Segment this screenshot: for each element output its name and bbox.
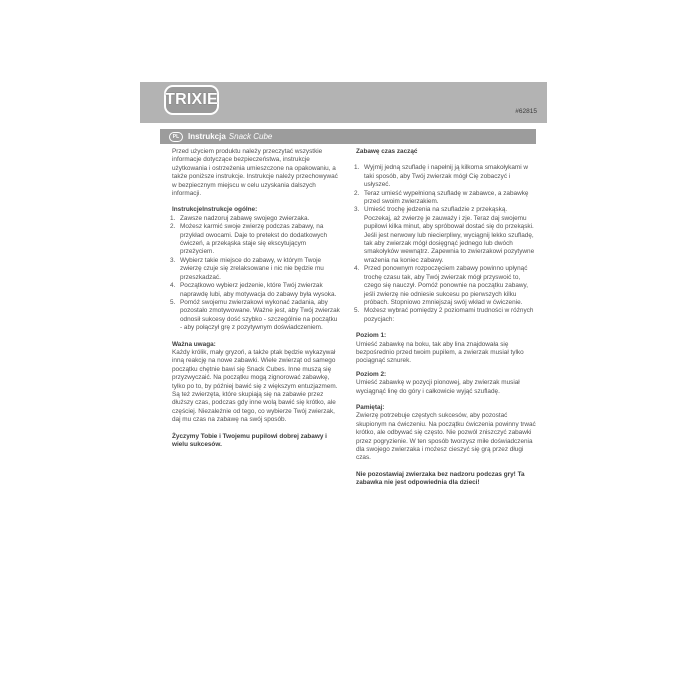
start-steps-list [356, 164, 536, 324]
left-column [172, 148, 340, 449]
important-note-heading: Ważna uwaga: [172, 340, 216, 348]
important-note-text: Każdy królik, mały gryzoń, a także ptak będzie wykazywał inną reakcję na nowe zabawki. Wiele zwierząt od samego początku chętnie bawi się Snack Cubes. Inne muszą się przyzwyczaić. Na początku mogą zignorować zabawkę, tylko po to, by później bawić się z większym entuzjazmem. Są też zwierzęta, które skupiają się na zabawie przez dłuższy czas, podczas gdy inne wolą bawić się krótko, ale częściej. Niezależnie od tego, co wybierze Twój zwierzak, daj mu czas na zabawę na swój sposób. [172, 348, 338, 424]
level-1-text: Umieść zabawkę na boku, tak aby lina znajdowała się bezpośrednio przed twoim pupilem, a zwierzak musiał tylko pociągnąć sznurek. [356, 340, 524, 365]
product-name: Snack Cube [228, 132, 273, 141]
remember-text: Zwierzę potrzebuje częstych sukcesów, aby pozostać skupionym na ćwiczeniu. Na początku ćwiczenia powinny trwać krótko, ale odbywać się często. Nie pozwól zniszczyć zabawki przez pogryzienie. W ten sposób tworzysz miłe doświadczenia dla swojego zwierzaka i możesz cieszyć się grą przez długi czas. [356, 412, 536, 462]
list-item: 3. Umieść trochę jedzenia na szufladzie z przekąską. Poczekaj, aż zwierzę je zauważy i zje. Teraz daj swojemu pupilowi kilka minut, aby spróbował dostać się do przekąski. Jeśli jest nerwowy lub niecierpliwy, wyciągnij lekko szufladę, tak aby zwierzak mógł dosięgnąć jednego lub dwóch smakołyków wewnątrz. Zapewnia to zwierzakowi pozytywne wrażenia na koniec zabawy. [354, 206, 535, 264]
list-item: 4. Początkowo wybierz jedzenie, które Twój zwierzak naprawdę lubi, aby motywacja do zabawy była wysoka. [170, 282, 337, 298]
start-heading: Zabawę czas zacząć [356, 148, 418, 155]
list-item: 1. Zawsze nadzoruj zabawę swojego zwierzaka. [170, 214, 310, 222]
header-bar [140, 82, 547, 123]
list-item: 5. Możesz wybrać pomiędzy 2 poziomami trudności w różnych pozycjach: [354, 307, 534, 323]
list-item: 2. Możesz karmić swoje zwierzę podczas zabawy, na przykład owocami. Daje to pretekst do dodatkowych ćwiczeń, a przekąska staje się ekscytującym przeżyciem. [170, 223, 328, 256]
closing-wish: Życzymy Tobie i Twojemu pupilowi dobrej zabawy i wielu sukcesów. [172, 432, 327, 448]
supervision-warning: Nie pozostawiaj zwierzaka bez nadzoru podczas gry! Ta zabawka nie jest odpowiednia dla dzieci! [356, 470, 525, 487]
right-column [356, 148, 536, 488]
list-item: 1. Wyjmij jedną szufladę i napełnij ją kilkoma smakołykami w taki sposób, aby Twój zwierzak mógł Cię zobaczyć i usłyszeć. [354, 164, 529, 189]
language-title-bar [160, 129, 536, 144]
list-item: 5. Pomóż swojemu zwierzakowi wykonać zadania, aby pozostało zmotywowane. Ważne jest, aby Twój zwierzak odnosił sukcesy dość szybko - szczególnie na początku - aby połączył grę z pozytywnym doświadczeniem. [170, 298, 340, 332]
language-code-badge: PL [169, 132, 183, 142]
remember-heading: Pamiętaj: [356, 403, 385, 411]
general-instructions-list [172, 215, 340, 333]
general-instructions-heading: InstrukcjeInstrukcje ogólne: [172, 206, 258, 214]
level-2-heading: Poziom 2: [356, 370, 387, 378]
intro-paragraph: Przed użyciem produktu należy przeczytać wszystkie informacje dotyczące bezpieczeństwa, instrukcje użytkowania i ostrzeżenia umieszczone na opakowaniu, a także poniższe instrukcje. Instrukcje należy przechowywać w bezpiecznym miejscu w celu uzyskania dalszych informacji. [172, 148, 338, 198]
list-item: 2. Teraz umieść wypełnioną szufladę w zabawce, a zabawkę przed swoim zwierzakiem. [354, 189, 529, 206]
list-item: 3. Wybierz takie miejsce do zabawy, w którym Twoje zwierzę czuje się zrelaksowane i nic nie będzie mu przeszkadzać. [170, 256, 324, 281]
article-number: #62815 [515, 108, 537, 115]
level-2-text: Umieść zabawkę w pozycji pionowej, aby zwierzak musiał wyciągnąć linę do góry i całkowicie wyjąć szufladę. [356, 379, 520, 395]
brand-logo [164, 85, 219, 115]
instruction-title: Instrukcja [188, 132, 226, 141]
level-1-heading: Poziom 1: [356, 332, 387, 340]
brand-logo-text: TRIXIE [165, 91, 218, 108]
list-item: 4. Przed ponownym rozpoczęciem zabawy powinno upłynąć trochę czasu tak, aby Twój zwierzak mógł przyswoić to, czego się nauczył. Pomóż ponownie na początku zabawy, jeśli zwierzę nie odniesie sukcesu po pierwszych kilku próbach. Stopniowo zmniejszaj swój wkład w ćwiczenie. [354, 265, 528, 306]
